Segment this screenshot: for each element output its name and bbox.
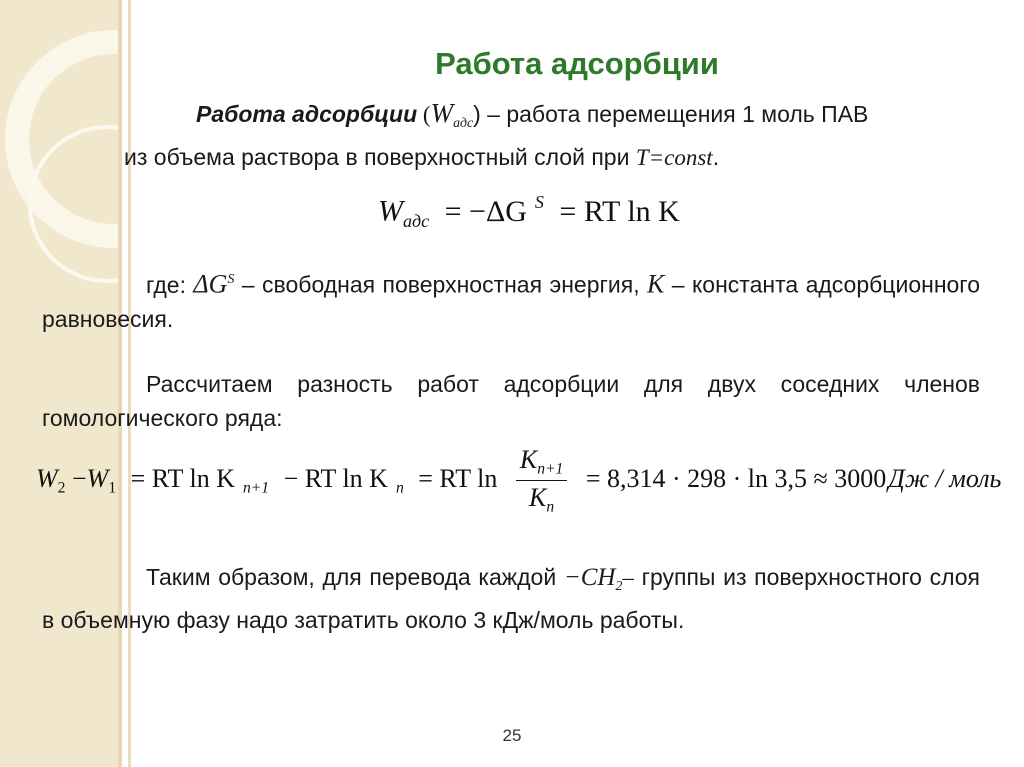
calc-intro-paragraph: Рассчитаем разность работ адсорбции для двух соседних членов гомологического ряда: [42,371,980,431]
methylene-group: −CH [563,564,616,591]
definition-term: Работа адсорбции [196,101,418,127]
definition-text-2: из объема раствора в поверхностный слой при [124,143,636,170]
definition-line-2: из объема раствора в поверхностный слой при T=const. [124,143,720,170]
definition-text-1: ) – работа перемещения 1 моль ПАВ [473,101,869,127]
formula-work-adsorption: $W_{адс} = -\Delta G$ $^S$ = RT ln K [378,192,680,231]
conclusion-paragraph: Таким образом, для перевода каждой $-CH_2-$ группы из поверхностного слоя в объемную фазу надо затратить около 3 кДж/моль работы. [42,564,980,633]
where-paragraph: где: $\Delta G^S$ – свободная поверхностная энергия, К – константа адсорбционного равновесия. [42,269,980,332]
unit-label: Дж / моль [888,463,1002,493]
ratio-fraction: $\frac{K_{n+1}}{K_n}$ [516,445,567,517]
definition-line-1: Работа адсорбции $(W_{адс})$ – работа перемещения 1 моль ПАВ [196,98,869,130]
page-number: 25 [502,726,522,745]
constant-symbol: К [647,269,665,299]
gibbs-symbol: ΔG [193,269,228,299]
work-symbol: W [430,98,454,128]
work-symbol-subscript: адс [453,114,474,130]
formula-work-difference: $W_2 -W_1$ = RT ln K $_{n+1}$ − RT ln K $_n$ = RT ln $\frac{K_{n+1}}{K_n}$ = 8,314 · 298 · ln 3,5 ≈ 3000Дж / моль [36,445,1002,516]
slide-title: Работа адсорбции [435,46,719,81]
condition-const: T=const [635,144,713,170]
definition-paragraph [124,96,984,175]
